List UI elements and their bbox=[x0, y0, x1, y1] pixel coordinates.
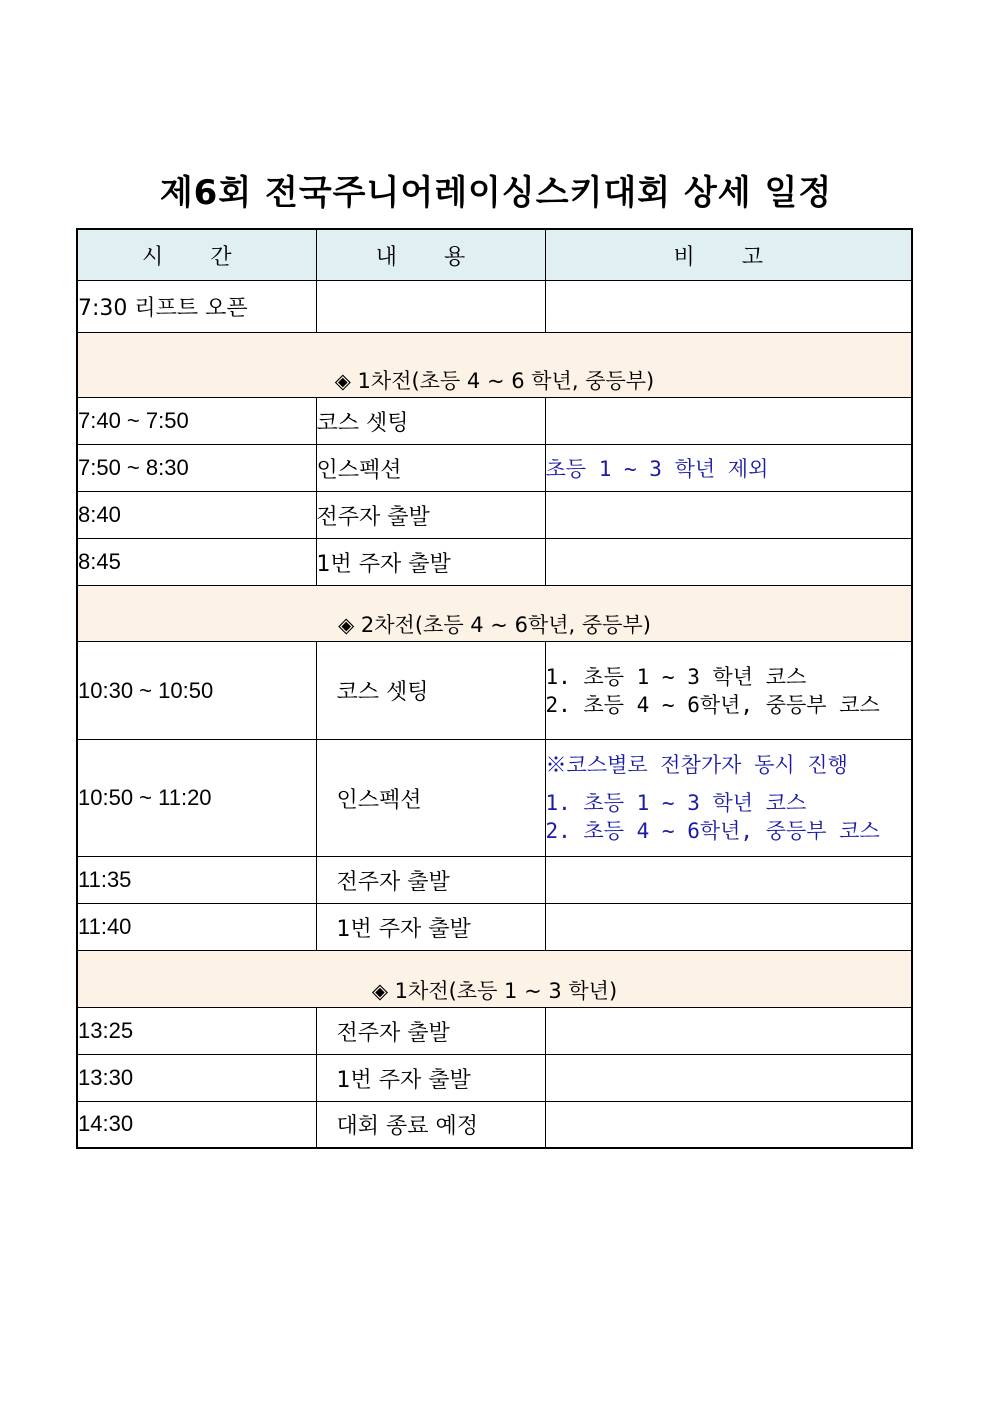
table-row bbox=[77, 445, 912, 492]
note-heading: ※코스별로 전참가자 동시 진행 bbox=[545, 753, 848, 777]
content-cell: 전주자 출발 bbox=[316, 1008, 545, 1055]
section-row bbox=[77, 951, 912, 1008]
table-row bbox=[77, 398, 912, 445]
note-cell bbox=[545, 281, 912, 333]
header-time: 시 간 bbox=[77, 229, 316, 281]
time-cell: 10:50 ~ 11:20 bbox=[77, 740, 316, 857]
time-cell: 11:35 bbox=[77, 857, 316, 904]
content-cell: 코스 셋팅 bbox=[316, 398, 545, 445]
table-header-row bbox=[77, 229, 912, 281]
table-row bbox=[77, 1055, 912, 1102]
table-row bbox=[77, 857, 912, 904]
note-line: 2. 초등 4 ~ 6학년, 중등부 코스 bbox=[545, 692, 880, 717]
table-row bbox=[77, 1008, 912, 1055]
note-cell bbox=[545, 904, 912, 951]
section-title: ◈ 2차전(초등 4 ~ 6학년, 중등부) bbox=[77, 586, 912, 642]
time-cell: 13:25 bbox=[77, 1008, 316, 1055]
time-cell: 14:30 bbox=[77, 1102, 316, 1148]
note-cell bbox=[545, 398, 912, 445]
time-cell: 7:40 ~ 7:50 bbox=[77, 398, 316, 445]
note-cell bbox=[545, 1008, 912, 1055]
content-cell: 전주자 출발 bbox=[316, 857, 545, 904]
note-cell bbox=[545, 1102, 912, 1148]
note-cell bbox=[545, 1055, 912, 1102]
note-cell bbox=[545, 492, 912, 539]
table-row bbox=[77, 539, 912, 586]
note-cell bbox=[545, 539, 912, 586]
table-row bbox=[77, 904, 912, 951]
schedule-table bbox=[76, 228, 913, 1149]
page-title: 제6회 전국주니어레이싱스키대회 상세 일정 bbox=[159, 173, 833, 213]
content-cell: 인스펙션 bbox=[316, 740, 545, 857]
note-line: 2. 초등 4 ~ 6학년, 중등부 코스 bbox=[545, 819, 880, 843]
note-line: 1. 초등 1 ~ 3 학년 코스 bbox=[545, 664, 807, 689]
time-cell: 7:30 리프트 오픈 bbox=[77, 281, 316, 333]
section-title: ◈ 1차전(초등 4 ~ 6 학년, 중등부) bbox=[77, 333, 912, 398]
section-row bbox=[77, 333, 912, 398]
table-row bbox=[77, 1102, 912, 1148]
content-cell bbox=[316, 281, 545, 333]
table-row bbox=[77, 281, 912, 333]
note-cell bbox=[545, 857, 912, 904]
table-row bbox=[77, 740, 912, 857]
note-cell: 초등 1 ~ 3 학년 제외 bbox=[545, 445, 912, 492]
content-cell: 1번 주자 출발 bbox=[316, 1055, 545, 1102]
time-cell: 11:40 bbox=[77, 904, 316, 951]
time-cell: 7:50 ~ 8:30 bbox=[77, 445, 316, 492]
content-cell: 인스펙션 bbox=[316, 445, 545, 492]
table-row bbox=[77, 492, 912, 539]
section-row bbox=[77, 586, 912, 642]
time-cell: 8:40 bbox=[77, 492, 316, 539]
time-cell: 8:45 bbox=[77, 539, 316, 586]
table-row bbox=[77, 642, 912, 740]
header-note: 비 고 bbox=[545, 229, 912, 281]
header-content: 내 용 bbox=[316, 229, 545, 281]
note-cell bbox=[545, 642, 912, 740]
content-cell: 대회 종료 예정 bbox=[316, 1102, 545, 1148]
content-cell: 1번 주자 출발 bbox=[316, 539, 545, 586]
content-cell: 전주자 출발 bbox=[316, 492, 545, 539]
time-cell: 13:30 bbox=[77, 1055, 316, 1102]
content-cell: 코스 셋팅 bbox=[316, 642, 545, 740]
time-cell: 10:30 ~ 10:50 bbox=[77, 642, 316, 740]
section-title: ◈ 1차전(초등 1 ~ 3 학년) bbox=[77, 951, 912, 1008]
content-cell: 1번 주자 출발 bbox=[316, 904, 545, 951]
note-line: 1. 초등 1 ~ 3 학년 코스 bbox=[545, 791, 807, 815]
note-cell bbox=[545, 740, 912, 857]
